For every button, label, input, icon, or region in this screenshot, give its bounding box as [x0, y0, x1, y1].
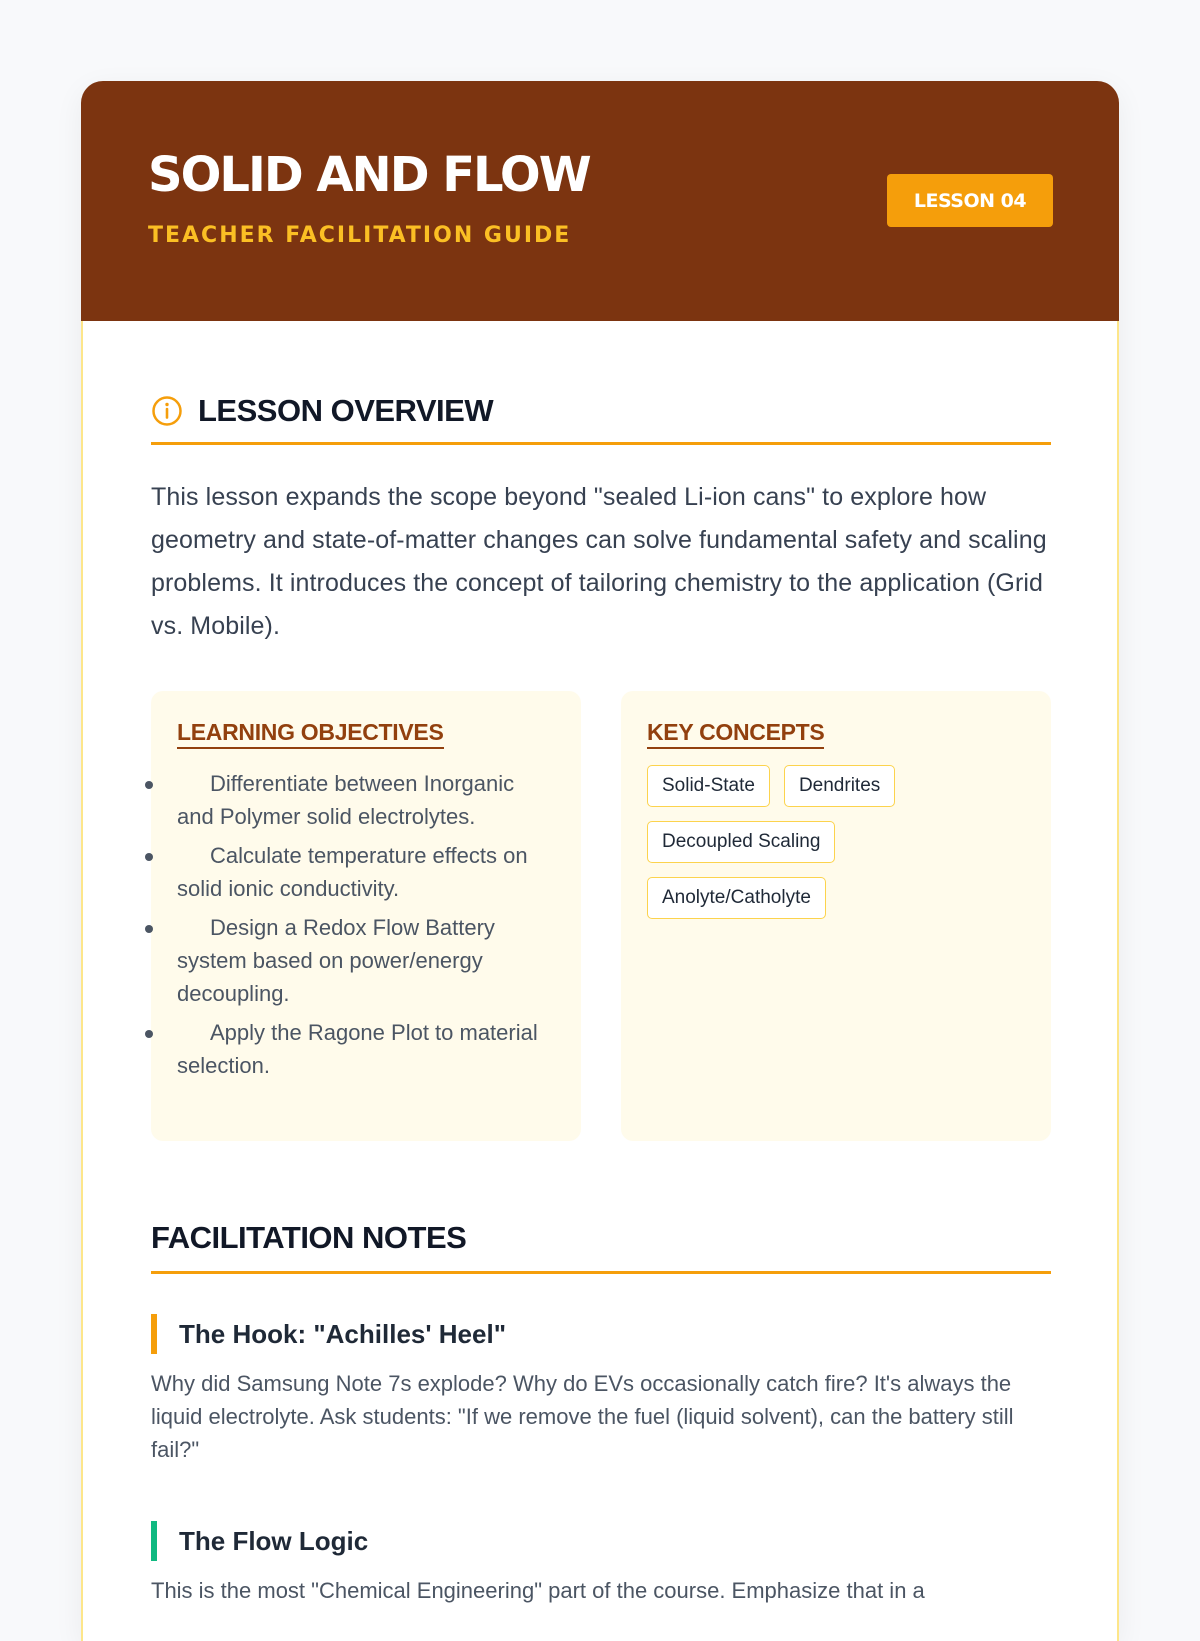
- accent-bar: [151, 1521, 157, 1561]
- list-item: [177, 911, 552, 1010]
- concept-tag: Decoupled Scaling: [647, 821, 835, 863]
- concept-tag: Solid-State: [647, 765, 770, 807]
- concept-tags: [647, 765, 1037, 919]
- note-hook: [151, 1314, 1051, 1466]
- guide-header: [81, 81, 1119, 321]
- accent-bar: [151, 1314, 157, 1354]
- bullet: [145, 925, 153, 933]
- page-title: SOLID AND FLOW: [148, 147, 590, 203]
- note-title: [151, 1314, 1051, 1354]
- objective-text: Differentiate between Inorganic and Polymer solid electrolytes.: [177, 771, 515, 829]
- section-title: FACILITATION NOTES: [151, 1220, 467, 1255]
- learning-objectives-box: [151, 691, 581, 1141]
- note-body: Why did Samsung Note 7s explode? Why do EVs occasionally catch fire? It's always the liquid electrolyte. Ask students: "If we remove the fuel (liquid solvent), can the battery still fail?": [151, 1371, 1014, 1462]
- facilitation-notes-heading: [151, 1205, 1051, 1274]
- guide-card: [81, 81, 1119, 1641]
- note-body: This is the most "Chemical Engineering" part of the course. Emphasize that in a: [151, 1578, 925, 1603]
- objective-text: Apply the Ragone Plot to material selection.: [177, 1020, 538, 1078]
- concept-tag: Anolyte/Catholyte: [647, 877, 826, 919]
- lesson-overview-heading: [151, 379, 1051, 445]
- bullet: [145, 1030, 153, 1038]
- objectives-heading: LEARNING OBJECTIVES: [177, 719, 444, 749]
- note-title: [151, 1521, 1051, 1561]
- note-title-text: The Hook: "Achilles' Heel": [179, 1319, 507, 1349]
- overview-text: This lesson expands the scope beyond "sealed Li-ion cans" to explore how geometry and state-of-matter changes can solve fundamental safety and scaling problems. It introduces the concept of tailoring chemistry to the application (Grid vs. Mobile).: [151, 483, 1047, 640]
- list-item: [177, 1016, 552, 1082]
- lesson-badge: LESSON 04: [887, 174, 1053, 227]
- list-item: [177, 839, 552, 905]
- info-circle-icon: [151, 395, 183, 427]
- objectives-list: [177, 767, 552, 1088]
- bullet: [145, 853, 153, 861]
- note-flow-logic: [151, 1521, 1051, 1607]
- list-item: [177, 767, 552, 833]
- concepts-heading: KEY CONCEPTS: [647, 719, 824, 749]
- key-concepts-box: [621, 691, 1051, 1141]
- concept-tag: Dendrites: [784, 765, 895, 807]
- note-title-text: The Flow Logic: [179, 1526, 369, 1556]
- page-subtitle: TEACHER FACILITATION GUIDE: [148, 223, 572, 248]
- section-title: LESSON OVERVIEW: [198, 392, 494, 428]
- objective-text: Design a Redox Flow Battery system based on power/energy decoupling.: [177, 915, 495, 1006]
- objective-text: Calculate temperature effects on solid ionic conductivity.: [177, 843, 528, 901]
- bullet: [145, 781, 153, 789]
